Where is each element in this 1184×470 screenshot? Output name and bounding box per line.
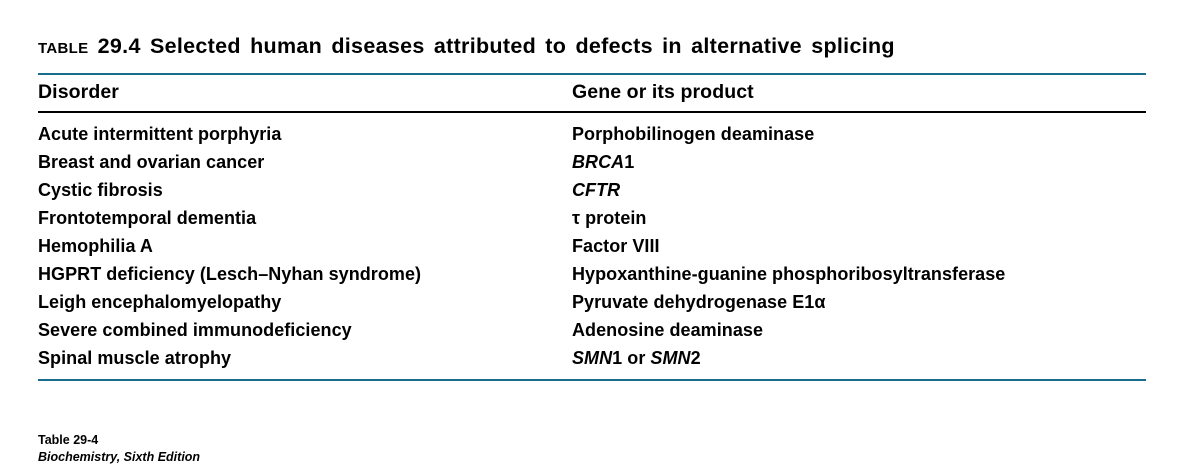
cell-gene — [572, 177, 1146, 205]
cell-disorder: HGPRT deficiency (Lesch–Nyhan syndrome) — [38, 264, 422, 284]
table-header-row — [38, 75, 1146, 111]
table-row — [38, 177, 1146, 205]
figure-caption — [38, 432, 200, 466]
gene-text: 1 or — [612, 348, 651, 368]
cell-disorder: Severe combined immunodeficiency — [38, 320, 352, 340]
gene-symbol: SMN — [572, 348, 613, 368]
gene-text: τ protein — [572, 208, 647, 228]
table-bottom-rule — [38, 379, 1146, 381]
cell-disorder: Frontotemporal dementia — [38, 208, 257, 228]
data-table-body — [38, 113, 1146, 379]
table-title-text: Selected human diseases attributed to defects in alternative splicing — [150, 34, 895, 58]
table-row — [38, 233, 1146, 261]
table-label: table — [38, 34, 89, 58]
cell-gene — [572, 233, 1146, 261]
gene-text: Pyruvate dehydrogenase E1α — [572, 292, 826, 312]
gene-symbol: CFTR — [572, 180, 621, 200]
cell-gene — [572, 205, 1146, 233]
caption-line-1: Table 29-4 — [38, 433, 99, 447]
gene-text-2: 2 — [690, 348, 701, 368]
table-row — [38, 345, 1146, 380]
table-number: 29.4 — [97, 34, 141, 58]
cell-gene — [572, 317, 1146, 345]
cell-gene — [572, 261, 1146, 289]
table-row — [38, 289, 1146, 317]
gene-symbol: BRCA — [572, 152, 625, 172]
cell-gene — [572, 345, 1146, 380]
cell-disorder: Spinal muscle atrophy — [38, 348, 232, 368]
data-table — [38, 75, 1146, 111]
cell-disorder: Breast and ovarian cancer — [38, 152, 265, 172]
column-header-disorder: Disorder — [38, 81, 119, 103]
cell-disorder: Hemophilia A — [38, 236, 153, 256]
gene-text: 1 — [624, 152, 635, 172]
gene-text: Porphobilinogen deaminase — [572, 124, 815, 144]
cell-disorder: Cystic fibrosis — [38, 180, 163, 200]
gene-text: Factor VIII — [572, 236, 660, 256]
table-row — [38, 205, 1146, 233]
gene-text: Adenosine deaminase — [572, 320, 764, 340]
cell-gene — [572, 149, 1146, 177]
cell-gene — [572, 113, 1146, 149]
table-row — [38, 317, 1146, 345]
table-title — [38, 34, 1146, 59]
table-row — [38, 261, 1146, 289]
cell-disorder: Leigh encephalomyelopathy — [38, 292, 282, 312]
table-row — [38, 149, 1146, 177]
column-header-gene: Gene or its product — [572, 81, 754, 103]
caption-line-2: Biochemistry, Sixth Edition — [38, 449, 201, 464]
gene-text: Hypoxanthine-guanine phosphoribosyltransferase — [572, 264, 1006, 284]
table-row — [38, 113, 1146, 149]
table-container — [38, 34, 1146, 381]
cell-disorder: Acute intermittent porphyria — [38, 124, 282, 144]
cell-gene — [572, 289, 1146, 317]
gene-symbol-2: SMN — [650, 348, 691, 368]
